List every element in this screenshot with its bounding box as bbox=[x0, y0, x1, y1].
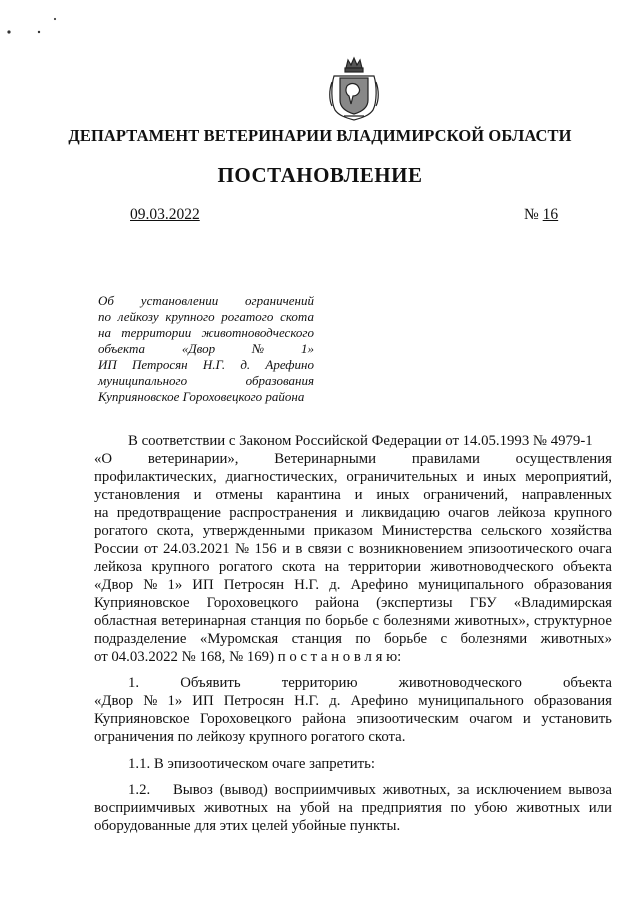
body-line-text bbox=[94, 523, 612, 541]
body-word: от bbox=[143, 541, 158, 557]
body-line-text bbox=[94, 818, 612, 836]
body-line-text bbox=[94, 487, 612, 505]
body-word: приказом bbox=[313, 523, 373, 539]
document-number bbox=[524, 206, 558, 224]
body-word: областная bbox=[94, 613, 157, 629]
body-word: по bbox=[355, 631, 371, 647]
body-word: предприятия bbox=[361, 800, 442, 816]
body-line bbox=[94, 782, 612, 800]
body-word: борьбе bbox=[384, 631, 428, 647]
body-word: направленных bbox=[521, 487, 612, 503]
body-line bbox=[94, 675, 612, 693]
body-line bbox=[94, 541, 612, 559]
body-line-text bbox=[94, 469, 612, 487]
body-word: мероприятий, bbox=[525, 469, 612, 485]
body-word: Гороховецкого bbox=[200, 711, 292, 727]
body-word: Министерства bbox=[381, 523, 473, 539]
body-word: животных bbox=[516, 800, 581, 816]
body-word: ограничительных bbox=[346, 469, 458, 485]
body-word: 1» bbox=[167, 693, 183, 709]
body-word: профилактических, bbox=[94, 469, 217, 485]
subject-word: «Двор bbox=[181, 341, 216, 356]
body-word: с bbox=[372, 613, 380, 629]
body-word: утвержденными bbox=[202, 523, 305, 539]
body-word: района bbox=[302, 711, 346, 727]
body-word: Ветеринарными bbox=[274, 451, 377, 467]
body-line-text bbox=[94, 649, 612, 667]
body-word: Петросян bbox=[223, 693, 285, 709]
body-line bbox=[94, 505, 612, 523]
body-word: станция bbox=[250, 613, 301, 629]
subject-word: крупного bbox=[165, 309, 215, 324]
subject-word: Петросян bbox=[131, 357, 188, 372]
subject-word: объекта bbox=[98, 341, 146, 356]
body-line-text bbox=[94, 693, 612, 711]
vladimir-coat-of-arms-icon bbox=[329, 56, 379, 122]
body-word: по bbox=[305, 613, 321, 629]
body-word: Петросян bbox=[223, 577, 285, 593]
body-word: д. bbox=[329, 693, 341, 709]
body-word: муниципального bbox=[418, 577, 524, 593]
body-word: болезнями bbox=[460, 631, 528, 647]
body-word: «Двор bbox=[94, 693, 134, 709]
body-word: № bbox=[143, 577, 158, 593]
body-word: д. bbox=[329, 577, 341, 593]
body-word: на bbox=[338, 800, 353, 816]
body-word: (экспертизы bbox=[376, 595, 453, 611]
body-word: эпизоотического bbox=[468, 541, 573, 557]
department-name: ДЕПАРТАМЕНТ ВЕТЕРИНАРИИ ВЛАДИМИРСКОЙ ОБЛАСТИ bbox=[68, 126, 572, 145]
body-word: лейкоза bbox=[94, 559, 143, 575]
subject-word: Арефино bbox=[265, 357, 314, 372]
body-word: отмены bbox=[215, 487, 263, 503]
body-word: Арефино bbox=[350, 577, 409, 593]
body-line-text bbox=[94, 782, 612, 800]
subject-word: ограничений bbox=[245, 293, 314, 308]
body-word: района bbox=[315, 595, 360, 611]
body-word: оборудованные для этих целей убойные пункты. bbox=[94, 818, 401, 834]
body-word: животноводческого bbox=[398, 675, 522, 691]
body-line bbox=[94, 631, 612, 649]
body-word: с bbox=[347, 541, 354, 557]
body-word: скота bbox=[281, 559, 316, 575]
body-word: подразделение bbox=[94, 631, 187, 647]
document-date: 09.03.2022 bbox=[130, 206, 200, 223]
subject-word: установлении bbox=[140, 293, 219, 308]
body-word: Арефино bbox=[350, 693, 409, 709]
body-word: на bbox=[276, 800, 292, 816]
body-word: ветеринарии», bbox=[147, 451, 239, 467]
body-word: Гороховецкого bbox=[206, 595, 299, 611]
body-line bbox=[94, 469, 612, 487]
body-word: распространения bbox=[229, 505, 338, 521]
body-line-text bbox=[94, 577, 612, 595]
subject-line bbox=[98, 389, 314, 405]
number-value: 16 bbox=[542, 206, 559, 223]
body-line bbox=[94, 800, 612, 818]
body-word: болезнями bbox=[383, 613, 451, 629]
body-word: объекта bbox=[563, 675, 612, 691]
body-word: 156 bbox=[254, 541, 277, 557]
body-word: ликвидацию bbox=[361, 505, 440, 521]
body-word: животноводческого bbox=[430, 559, 554, 575]
subject-word: по bbox=[98, 309, 111, 324]
document-type: ПОСТАНОВЛЕНИЕ bbox=[217, 163, 423, 187]
body-word: на bbox=[94, 505, 109, 521]
body-line-text bbox=[94, 631, 612, 649]
subject-word: лейкозу bbox=[117, 309, 159, 324]
body-line bbox=[94, 451, 612, 469]
body-word: Куприяновское bbox=[94, 595, 190, 611]
body-word: установить bbox=[541, 711, 612, 727]
subject-word: на bbox=[98, 325, 111, 340]
body-word: образования bbox=[533, 693, 612, 709]
body-word: сельского bbox=[480, 523, 542, 539]
body-word: муниципального bbox=[418, 693, 524, 709]
body-word: 1. bbox=[128, 675, 140, 691]
body-word: и bbox=[466, 469, 475, 485]
body-word: станция bbox=[291, 631, 342, 647]
body-line bbox=[94, 649, 612, 667]
body-word: животных bbox=[204, 800, 268, 816]
subject-word: муниципального bbox=[98, 373, 188, 388]
body-word: борьбе bbox=[325, 613, 369, 629]
body-line bbox=[94, 595, 612, 613]
body-word: рогатого bbox=[218, 559, 273, 575]
body-word: животных, bbox=[382, 782, 451, 798]
body-word: установления bbox=[94, 487, 180, 503]
body-line bbox=[94, 487, 612, 505]
body-word: от 04.03.2022 № 168, № 169) п о с т а н о в л я ю: bbox=[94, 649, 402, 665]
subject-line bbox=[98, 341, 314, 357]
body-word: предотвращение bbox=[116, 505, 221, 521]
body-word: Куприяновское bbox=[94, 711, 190, 727]
body-word: № bbox=[235, 541, 250, 557]
body-word: и bbox=[345, 505, 354, 521]
body-line-text bbox=[94, 613, 612, 631]
body-word: 1» bbox=[167, 577, 183, 593]
body-line-text bbox=[94, 675, 612, 693]
body-word: очагов bbox=[448, 505, 490, 521]
body-word: карантина bbox=[276, 487, 341, 503]
subject-word: д. bbox=[240, 357, 251, 372]
subject-word: 1» bbox=[300, 341, 314, 356]
body-word: вывоза bbox=[568, 782, 612, 798]
body-word: 24.03.2021 bbox=[163, 541, 230, 557]
number-prefix: № bbox=[524, 206, 539, 223]
subject-word: образования bbox=[245, 373, 314, 388]
body-word: скота, bbox=[156, 523, 194, 539]
body-word: и bbox=[522, 711, 531, 727]
body-word: и bbox=[193, 487, 202, 503]
body-word: животных» bbox=[540, 631, 612, 647]
body-word: по bbox=[450, 800, 466, 816]
body-word: «Владимирская bbox=[513, 595, 612, 611]
body-word: (вывод) bbox=[219, 782, 268, 798]
body-word: России bbox=[94, 541, 139, 557]
subject-word: рогатого bbox=[221, 309, 274, 324]
body-word: в bbox=[295, 541, 303, 557]
body-word: Н.Г. bbox=[294, 577, 320, 593]
body-word: «О bbox=[94, 451, 113, 467]
body-word: правилами bbox=[411, 451, 480, 467]
body-word: на bbox=[324, 559, 340, 575]
body-word: ветеринарная bbox=[161, 613, 247, 629]
body-line bbox=[94, 523, 612, 541]
body-line-text bbox=[94, 541, 612, 559]
body-word: 1.2. bbox=[128, 782, 151, 798]
body-word: структурное bbox=[534, 613, 612, 629]
body-line-text bbox=[94, 800, 612, 818]
body-line-text bbox=[94, 433, 612, 451]
body-word: за bbox=[457, 782, 470, 798]
body-word: Объявить bbox=[180, 675, 241, 691]
subject-word: ИП bbox=[98, 357, 117, 372]
body-word: ограничения по лейкозу крупного рогатого скота. bbox=[94, 729, 406, 745]
subject-word: территории bbox=[121, 325, 192, 340]
body-word: или bbox=[588, 800, 612, 816]
body-word: крупного bbox=[553, 505, 612, 521]
body-word: объекта bbox=[562, 559, 612, 575]
subject-word: Н.Г. bbox=[202, 357, 226, 372]
subject-block bbox=[98, 293, 314, 405]
body-line bbox=[94, 729, 612, 747]
body-line-text bbox=[94, 595, 612, 613]
body-line bbox=[94, 613, 612, 631]
body-word: иных bbox=[483, 469, 517, 485]
body-line-text bbox=[94, 559, 612, 577]
body-word: и bbox=[354, 487, 363, 503]
body-word: «Двор bbox=[94, 577, 134, 593]
body-word: диагностических, bbox=[225, 469, 338, 485]
subject-line bbox=[98, 357, 314, 373]
subject-line bbox=[98, 309, 314, 325]
body-word: осуществления bbox=[515, 451, 612, 467]
body-line-text bbox=[94, 756, 612, 774]
body-word: 1.1. В эпизоотическом очаге запретить: bbox=[128, 756, 375, 772]
body-line bbox=[94, 577, 612, 595]
body-word: ИП bbox=[192, 693, 214, 709]
body-word: ИП bbox=[192, 577, 214, 593]
body-word: животных», bbox=[454, 613, 530, 629]
body-line-text bbox=[94, 505, 612, 523]
subject-line bbox=[98, 293, 314, 309]
body-word: «Муромская bbox=[199, 631, 279, 647]
body-word: ограничений, bbox=[423, 487, 509, 503]
body-word: Н.Г. bbox=[294, 693, 320, 709]
body-word: связи bbox=[307, 541, 342, 557]
body-word: возникновением bbox=[359, 541, 463, 557]
body-word: образования bbox=[533, 577, 612, 593]
subject-word: животноводческого bbox=[201, 325, 314, 340]
body-word: лейкоза bbox=[497, 505, 546, 521]
body-word: убой bbox=[299, 800, 330, 816]
body-word: с bbox=[440, 631, 448, 647]
body-line-text bbox=[94, 451, 612, 469]
body-word: территорию bbox=[281, 675, 358, 691]
body-word: № bbox=[143, 693, 158, 709]
body-word: иных bbox=[376, 487, 410, 503]
body-word: Вывоз bbox=[172, 782, 213, 798]
body-line bbox=[94, 559, 612, 577]
body-word: очагом bbox=[469, 711, 513, 727]
body-word: очага bbox=[578, 541, 612, 557]
body-line bbox=[94, 756, 612, 774]
body-word: исключением bbox=[476, 782, 562, 798]
body-line bbox=[94, 711, 612, 729]
subject-word: Об bbox=[98, 293, 114, 308]
body-word: восприимчивых bbox=[94, 800, 196, 816]
body-word: и bbox=[282, 541, 290, 557]
body-word: убою bbox=[474, 800, 508, 816]
subject-line bbox=[98, 373, 314, 389]
subject-word: скота bbox=[280, 309, 314, 324]
body-line bbox=[94, 818, 612, 836]
subject-word: № bbox=[251, 341, 265, 356]
subject-word: Куприяновское Гороховецкого района bbox=[98, 389, 305, 404]
subject-line bbox=[98, 325, 314, 341]
body-word: В соответствии с Законом Российской Федерации от 14.05.1993 № 4979-1 bbox=[128, 433, 593, 449]
body-word: рогатого bbox=[94, 523, 148, 539]
body-word: территории bbox=[348, 559, 422, 575]
scan-marks bbox=[6, 14, 76, 38]
body-word: крупного bbox=[151, 559, 210, 575]
body-line bbox=[94, 433, 612, 451]
body-word: ГБУ bbox=[469, 595, 497, 611]
body-line-text bbox=[94, 729, 612, 747]
body-word: хозяйства bbox=[550, 523, 612, 539]
body-word: эпизоотическим bbox=[356, 711, 459, 727]
body-line-text bbox=[94, 711, 612, 729]
body-word: восприимчивых bbox=[274, 782, 376, 798]
body-line bbox=[94, 693, 612, 711]
